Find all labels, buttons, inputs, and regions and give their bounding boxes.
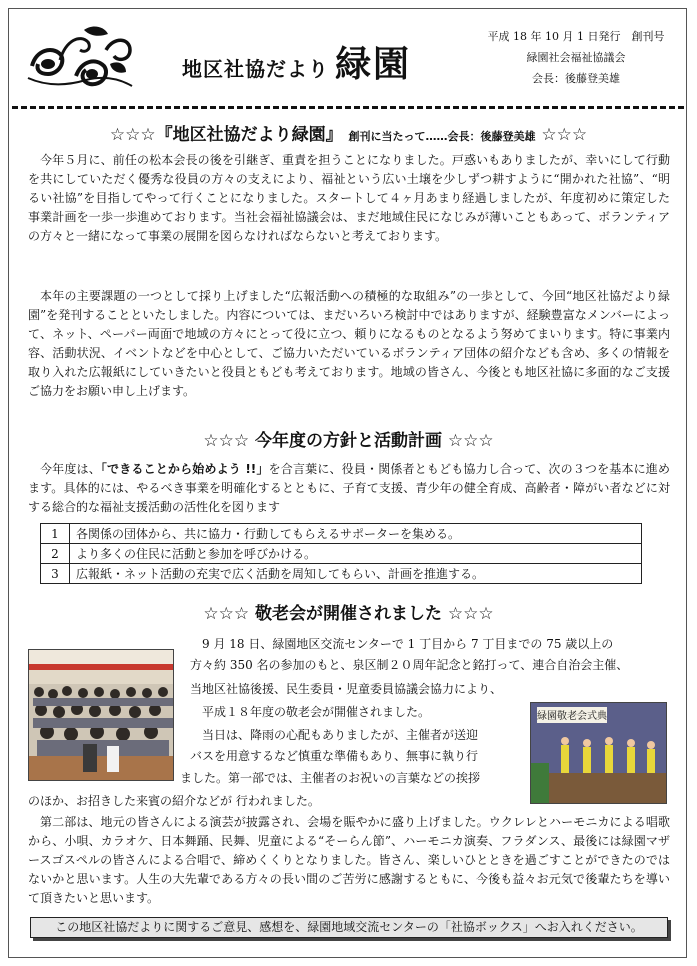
publication-info bbox=[471, 26, 681, 89]
section-title-policy: ☆☆☆ 今年度の方針と活動計画 ☆☆☆ bbox=[203, 431, 494, 451]
section-title-inaugural: ☆☆☆『地区社協だより緑園』 創刊に当たって……会長：後藤登美雄 ☆☆☆ bbox=[109, 125, 588, 145]
plan-number: 3 bbox=[41, 564, 70, 584]
event-line: 当日は、降雨の心配もありましたが、主催者が送迎 bbox=[202, 728, 479, 742]
event-line: 当地区社協後援、民生委員・児童委員協議会協力により、 bbox=[190, 682, 503, 696]
event-line: バスを用意するなど慎重な準備もあり、無事に執り行 bbox=[190, 749, 479, 763]
table-row bbox=[41, 544, 642, 564]
plan-number: 2 bbox=[41, 544, 70, 564]
masthead-title bbox=[182, 36, 411, 84]
event-line: ました。第一部では、主催者のお祝いの言葉などの挨拶 bbox=[180, 771, 481, 785]
event-line: 方々約 350 名の参加のもと、泉区制２０周年記念と銘打って、連合自治会主催、 bbox=[190, 658, 629, 672]
issue-date: 平成 18 年 10 月 1 日発行 創刊号 bbox=[487, 30, 665, 43]
inaugural-paragraph-2: 本年の主要課題の一つとして採り上げました“広報活動への積極的な取組み”の一歩として、今回“地区社協だより緑園”を発刊することといたしました。内容については、まだいろいろ検討中ではありますが、経験豊富なメンバーによって、ネット、ペーパー両面で地域の方々にとって役に立つ、頼りになるものとなるよう努めてまいります。特に事業内容、活動状況、イベントなどを中心として、ご協力いただいているボランティア団体の紹介なども含め、多くの情報を取り入れた広報紙にしていきたいと役員ともども考えております。地域の皆さん、今後とも地区社協に多面的なご支援ご協力をお願い申し上げます。 bbox=[28, 289, 670, 398]
inaugural-paragraph-1: 今年５月に、前任の松本会長の後を引継ぎ、重責を担うことになりました。戸惑いもありましたが、幸いにして行動を共にしていただく優秀な役員の方々の支えにより、福祉という広い土壌を少しずつ耕すように“開かれた社協”、“明るい社協”を目指してやって行くことになりました。スタートして４ヶ月あまり経過しましたが、年度初めに策定した事業計画を一歩一歩進めております。当社会福祉協議会は、まだ地域住民になじみが薄いこともあって、ボランティアの方々と一緒になって事業の展開を図らなければならないと考えております。 bbox=[28, 153, 670, 243]
stage-banner: 緑園敬老会式典 bbox=[537, 711, 607, 722]
plan-text: 広報紙・ネット活動の充実で広く活動を周知してもらい、計画を推進する。 bbox=[70, 564, 642, 584]
plan-table bbox=[40, 523, 642, 584]
event-line: 9 月 18 日、緑園地区交流センターで 1 丁目から 7 丁目までの 75 歳以上の bbox=[202, 637, 614, 651]
plan-number: 1 bbox=[41, 524, 70, 544]
plan-text: より多くの住民に活動と参加を呼びかける。 bbox=[70, 544, 642, 564]
chairman: 会長：後藤登美雄 bbox=[532, 72, 620, 85]
publisher: 緑園社会福祉協議会 bbox=[526, 51, 626, 64]
policy-intro: 今年度は、「できることから始めよう !!」を合言葉に、役員・関係者ともども協力し合って、次の３つを基本に進めます。具体的には、やるべき事業を明確化するとともに、子育て支援、青少年の健全育成、高齢者・障がい者などに対する総合的な福祉支援活動の活性化を図ります bbox=[28, 462, 670, 514]
header-divider bbox=[12, 106, 684, 109]
event-paragraph-2: 第二部は、地元の皆さんによる演芸が披露され、会場を賑やかに盛り上げました。ウクレレとハーモニカによる唱歌から、小唄、カラオケ、日本舞踊、民舞、児童による“そーらん節”、ハーモニカ演奏、フラダンス、最後には緑園マザースゴスペルの皆さんによる合唱で、締めくくりとなりました。皆さん、楽しいひとときを過ごすことができたのではないかと思います。人生の大先輩である方々の長い間のご苦労に感謝するともに、今後も益々お元気で後輩たちを導いて頂きたいと思います。 bbox=[28, 815, 670, 905]
event-line: 平成１８年度の敬老会が開催されました。 bbox=[202, 705, 431, 719]
plan-text: 各関係の団体から、共に協力・行動してもらえるサポーターを集める。 bbox=[70, 524, 642, 544]
vine-leaf-ornament-icon bbox=[26, 20, 134, 92]
table-row bbox=[41, 524, 642, 544]
feedback-notice: この地区社協だよりに関するご意見、感想を、緑園地域交流センターの「社協ボックス」へお入れください。 bbox=[30, 917, 668, 938]
section-title-elderly-event: ☆☆☆ 敬老会が開催されました ☆☆☆ bbox=[203, 604, 494, 624]
masthead-title-big: 緑園 bbox=[335, 44, 412, 85]
masthead-title-small: 地区社協だより bbox=[182, 57, 329, 81]
audience-photo-icon bbox=[28, 649, 174, 781]
stage-dance-photo-icon bbox=[530, 702, 667, 804]
table-row bbox=[41, 564, 642, 584]
motto: 「できることから始めよう !!」 bbox=[100, 462, 269, 476]
event-line: のほか、お招きした来賓の紹介などが 行われました。 bbox=[28, 794, 320, 808]
